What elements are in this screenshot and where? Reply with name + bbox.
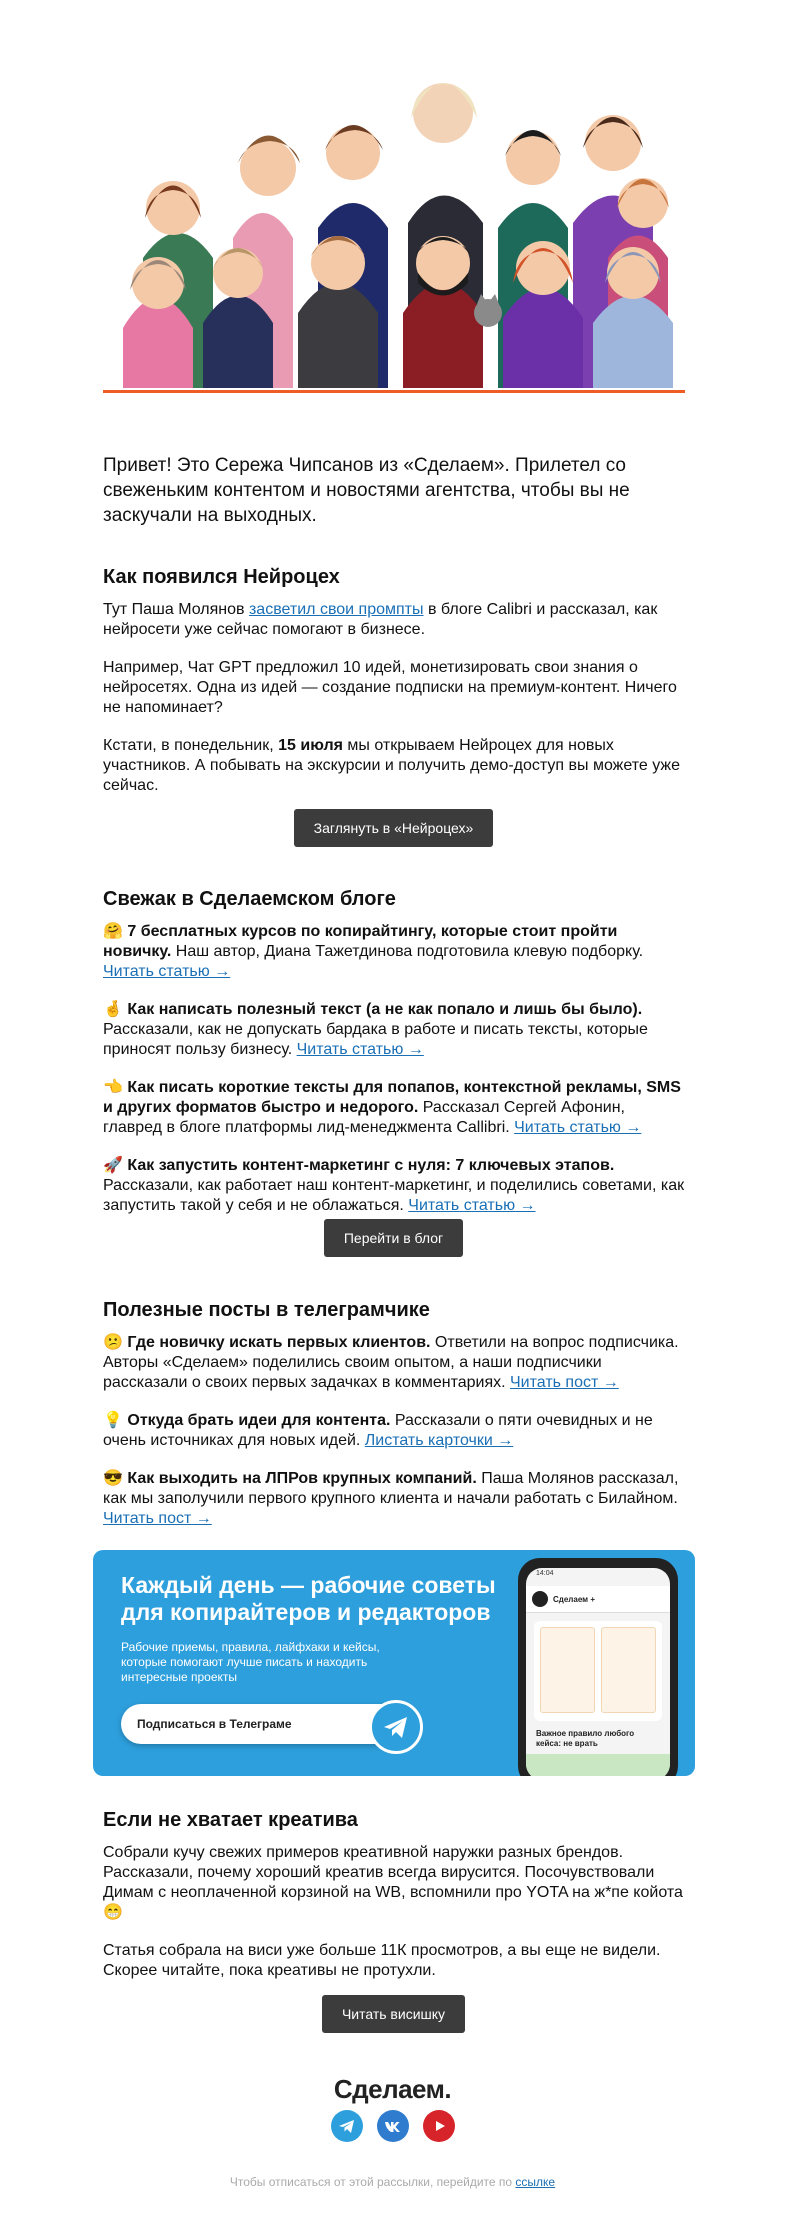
phone-channel-name: Сделаем + (553, 1594, 595, 1604)
phone-time: 14:04 (536, 1570, 554, 1577)
neuro-p3-text: Кстати, в понедельник, (103, 737, 279, 754)
blog-item-title: 7 бесплатных курсов по копирайтингу, которые стоит пройти новичку. (103, 923, 618, 960)
subscribe-telegram-button[interactable] (121, 1704, 417, 1744)
post-image-left (540, 1627, 595, 1713)
phone-screen (526, 1568, 670, 1776)
telegram-item-text: Рассказали о пяти очевидных и не очень источниках для новых идей. (103, 1412, 653, 1449)
read-article-link[interactable]: Читать статью → (103, 963, 231, 980)
footer-logo: Сделаем. (333, 2074, 452, 2104)
read-article-link[interactable]: Читать статью → (296, 1041, 424, 1058)
blog-item-text: Рассказал Сергей Афонин, главред в блоге платформы лид-менеджмента Callibri. (103, 1099, 625, 1136)
telegram-item-text: Ответили на вопрос подписчика. Авторы «Сделаем» поделились своим опытом, а наши подписчики рассказали о своих первых задачках в комментариях. (103, 1334, 679, 1391)
blog-item-title: Как писать короткие тексты для попапов, контекстной рекламы, SMS и других форматов быстро и недорого. (103, 1079, 681, 1116)
blog-item (103, 1156, 685, 1216)
blog-item (103, 922, 685, 982)
channel-avatar (532, 1591, 548, 1607)
confused-face-icon: 😕 (103, 1334, 123, 1351)
vk-social-icon[interactable] (377, 2110, 409, 2142)
telegram-banner[interactable] (93, 1550, 695, 1776)
crossed-fingers-icon: 🤞 (103, 1001, 123, 1018)
banner-subtitle: Рабочие приемы, правила, лайфхаки и кейсы, которые помогают лучше писать и находить интересные проекты (121, 1640, 380, 1684)
unsubscribe-text (0, 2175, 785, 2189)
telegram-section (103, 1298, 685, 1529)
pointing-left-icon: 👈 (103, 1079, 123, 1096)
creative-button[interactable]: Читать висишку (322, 1995, 465, 2033)
telegram-item (103, 1333, 685, 1393)
neuro-paragraph-1 (103, 600, 685, 640)
cards-link[interactable]: Листать карточки → (364, 1432, 514, 1449)
prompts-link[interactable]: засветил свои промпты (248, 601, 424, 618)
neuro-p3-text-after: мы открываем Нейроцех для новых участников. А побывать на экскурсии и получить демо-доступ вы можете уже сейчас. (103, 737, 680, 794)
telegram-item-title: Как выходить на ЛПРов крупных компаний. (127, 1470, 477, 1487)
read-article-link[interactable]: Читать статью → (408, 1197, 536, 1214)
neuro-p1-text-after: в блоге Calibri и рассказал, как нейросети уже сейчас помогают в бизнесе. (103, 601, 658, 638)
blog-section (103, 887, 685, 1216)
post-preview (540, 1627, 656, 1713)
neuro-paragraph-3 (103, 736, 685, 796)
phone-header (526, 1586, 670, 1613)
blog-item-title: Как написать полезный текст (а не как попало и лишь бы было). (127, 1001, 643, 1018)
phone-post-text: Важное правило любого кейса: не врать (536, 1729, 635, 1748)
youtube-social-icon[interactable] (423, 2110, 455, 2142)
telegram-icon (369, 1700, 423, 1754)
telegram-item-title: Откуда брать идеи для контента. (127, 1412, 391, 1429)
sunglasses-face-icon: 😎 (103, 1470, 123, 1487)
subscribe-label: Подписаться в Телеграме (137, 1717, 292, 1731)
unsubscribe-link[interactable]: ссылке (515, 2175, 556, 2189)
blog-item-text: Рассказали, как не допускать бардака в работе и писать тексты, которые приносят пользу бизнесу. (103, 1021, 648, 1058)
creative-section (103, 1808, 685, 1981)
banner-title: Каждый день — рабочие советы для копирайтеров и редакторов (121, 1572, 496, 1625)
blog-item-text: Наш автор, Диана Тажетдинова подготовила клевую подборку. (171, 943, 644, 960)
telegram-item (103, 1411, 685, 1451)
neuro-section (103, 565, 685, 796)
blog-item (103, 1078, 685, 1138)
telegram-social-icon[interactable] (331, 2110, 363, 2142)
blog-item (103, 1000, 685, 1060)
intro-text: Привет! Это Сережа Чипсанов из «Сделаем». Прилетел со свеженьким контентом и новостями агентства, чтобы вы не заскучали на выходных. (103, 455, 630, 526)
neuro-paragraph-2: Например, Чат GPT предложил 10 идей, монетизировать свои знания о нейросетях. Одна из идей — создание подписки на премиум-контент. Ничего не напоминает? (103, 659, 677, 716)
telegram-item-title: Где новичку искать первых клиентов. (127, 1334, 431, 1351)
blog-item-title: Как запустить контент-маркетинг с нуля: 7 ключевых этапов. (127, 1157, 615, 1174)
post-image-right (601, 1627, 656, 1713)
neuro-button[interactable]: Заглянуть в «Нейроцех» (294, 809, 493, 847)
telegram-item (103, 1469, 685, 1529)
neuro-title: Как появился Нейроцех (103, 566, 340, 588)
phone-mockup (518, 1558, 678, 1776)
neuro-p1-text: Тут Паша Молянов (103, 601, 249, 618)
telegram-title: Полезные посты в телеграмчике (103, 1299, 430, 1321)
hero-accent-line (103, 390, 685, 393)
creative-paragraph-1: Собрали кучу свежих примеров креативной наружки разных брендов. Рассказали, почему хороший креатив всегда вирусится. Посочувствовали Димам с неоплаченной корзиной на WB, вспомнили про YOTA на ж*пе койота 😁 (103, 1844, 683, 1921)
hug-emoji-icon: 🤗 (103, 923, 123, 940)
rocket-icon: 🚀 (103, 1157, 123, 1174)
telegram-item-text: Паша Молянов рассказал, как мы заполучили первого крупного клиента и начали работать с Билайном. (103, 1470, 679, 1507)
read-post-link[interactable]: Читать пост → (510, 1374, 619, 1391)
read-article-link[interactable]: Читать статью → (514, 1119, 642, 1136)
phone-post-card (534, 1621, 662, 1721)
blog-title: Свежак в Сделаемском блоге (103, 888, 396, 910)
creative-title: Если не хватает креатива (103, 1809, 358, 1831)
unsubscribe-label: Чтобы отписаться от этой рассылки, перейдите по (229, 2175, 516, 2189)
light-bulb-icon: 💡 (103, 1412, 123, 1429)
phone-bottom (526, 1754, 670, 1776)
creative-paragraph-2: Статья собрала на виси уже больше 11К просмотров, а вы еще не видели. Скорее читайте, пока креативы не протухли. (103, 1942, 661, 1979)
neuro-date: 15 июля (278, 737, 343, 754)
hero-illustration (103, 58, 685, 394)
blog-button[interactable]: Перейти в блог (324, 1219, 463, 1257)
read-post-link[interactable]: Читать пост → (103, 1510, 212, 1527)
blog-item-text: Рассказали, как работает наш контент-маркетинг, и поделились советами, как запустить такой у себя и не облажаться. (103, 1177, 685, 1214)
team-illustration (103, 58, 685, 394)
